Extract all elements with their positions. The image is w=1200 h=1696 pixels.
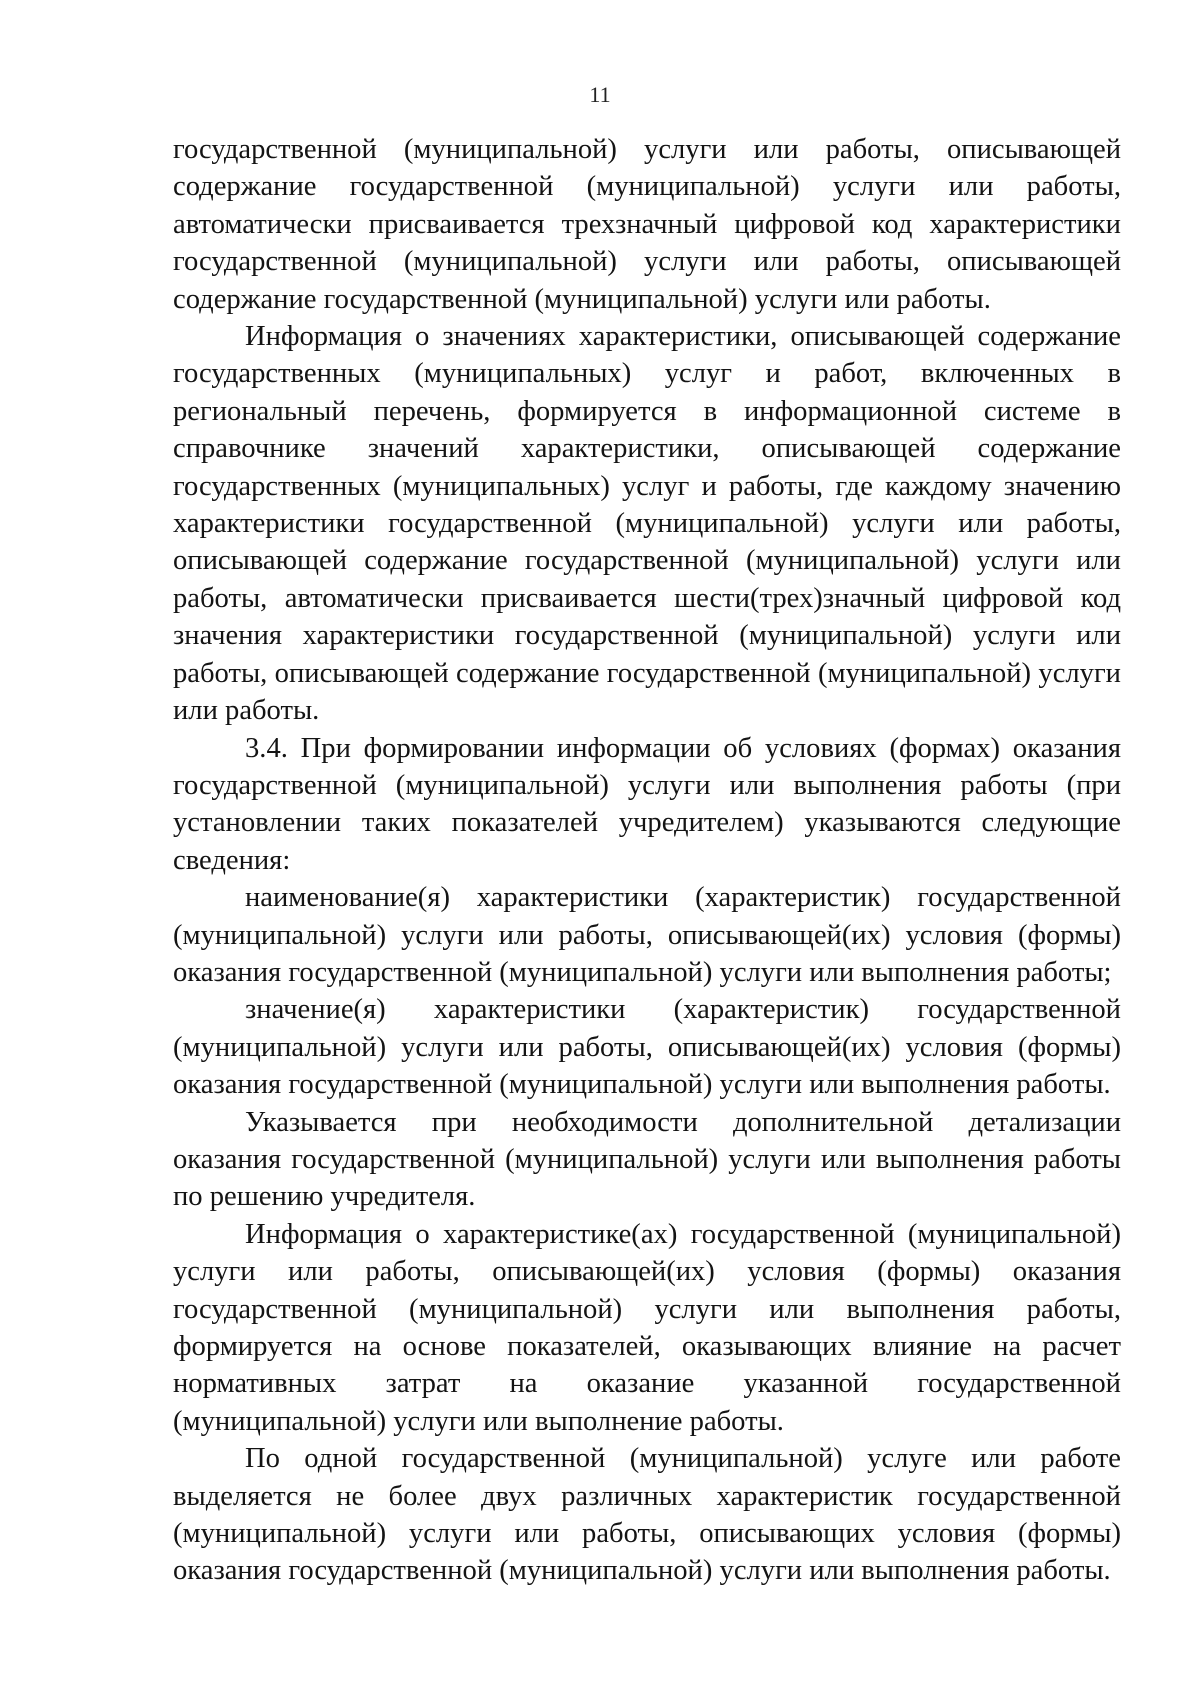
paragraph-characteristics-formation: Информация о характеристике(ах) государственной (муниципальной) услуги или работы, описывающей(их) условия (формы) оказания государственной (муниципальной) услуги или выполнения работы, формируется на основе показателей, оказывающих влияние на расчет нормативных затрат на оказание указанной государственной (муниципальной) услуги или выполнение работы. [173,1218,1121,1437]
paragraph-continuation: государственной (муниципальной) услуги или работы, описывающей содержание государственной (муниципальной) услуги или работы, автоматически присваивается трехзначный цифровой код характеристики государственной (муниципальной) услуги или работы, описывающей содержание государственной (муниципальной) услуги или работы. [173,134,1121,315]
document-body [173,131,1121,1590]
paragraph-characteristic-names: наименование(я) характеристики (характеристик) государственной (муниципальной) услуги или работы, описывающей(их) условия (формы) оказания государственной (муниципальной) услуги или выполнения работы; [173,882,1121,988]
paragraph-detailing-note: Указывается при необходимости дополнительной детализации оказания государственной (муниципальной) услуги или выполнения работы по решению учредителя. [173,1106,1121,1213]
paragraph-characteristic-values-info: Информация о значениях характеристики, описывающей содержание государственных (муниципальных) услуг и работ, включенных в региональный перечень, формируется в информационной системе в справочнике значений характеристики, описывающей содержание государственных (муниципальных) услуг и работы, где каждому значению характеристики государственной (муниципальной) услуги или работы, описывающей содержание государственной (муниципальной) услуги или работы, автоматически присваивается шести(трех)значный цифровой код значения характеристики государственной (муниципальной) услуги или работы, описывающей содержание государственной (муниципальной) услуги или работы. [173,321,1121,727]
paragraph-characteristic-values: значение(я) характеристики (характеристик) государственной (муниципальной) услуги или работы, описывающей(их) условия (формы) оказания государственной (муниципальной) услуги или выполнения работы. [173,994,1121,1101]
paragraph-characteristics-limit: По одной государственной (муниципальной) услуге или работе выделяется не более двух различных характеристик государственной (муниципальной) услуги или работы, описывающих условия (формы) оказания государственной (муниципальной) услуги или выполнения работы. [173,1443,1121,1587]
page-number: 11 [589,82,611,107]
paragraph-section-3-4: 3.4. При формировании информации об условиях (формах) оказания государственной (муниципальной) услуги или выполнения работы (при установлении таких показателей учредителем) указываются следующие сведения: [173,732,1121,876]
